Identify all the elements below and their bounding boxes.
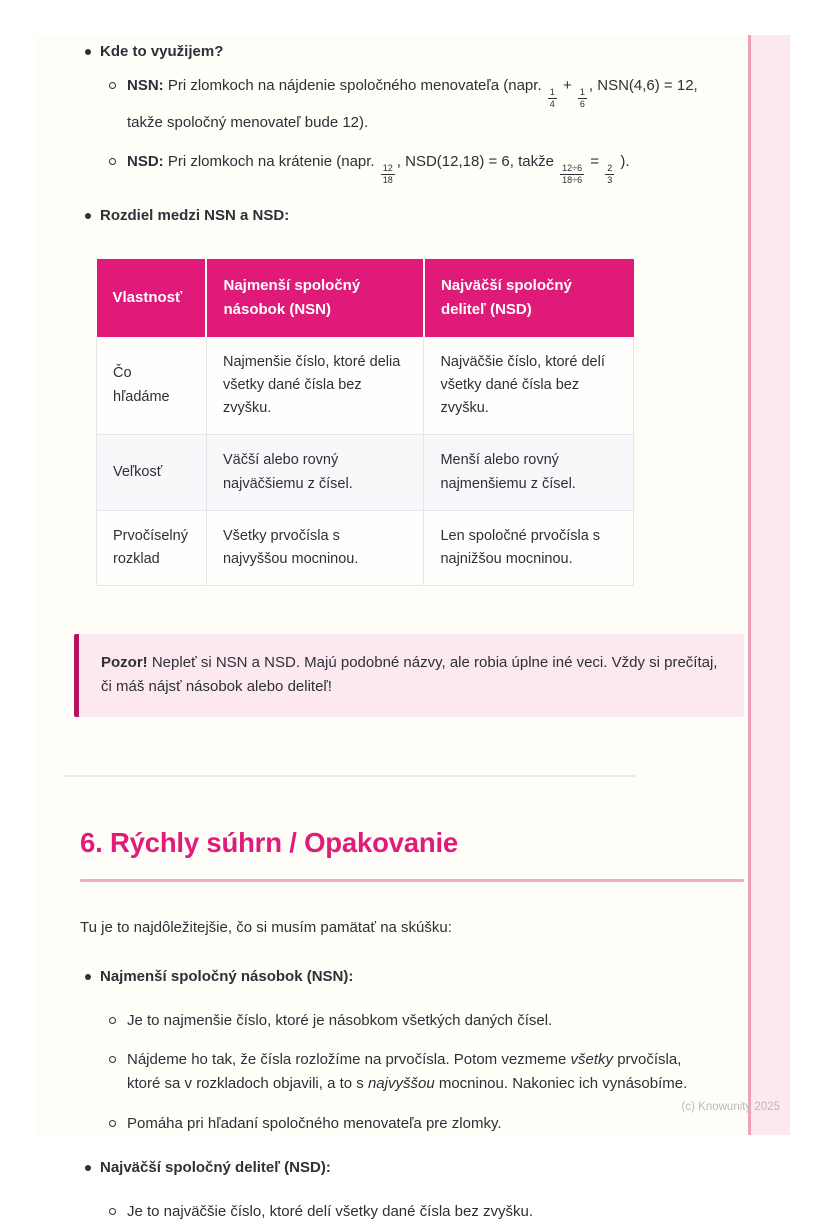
list-item-text: NSD: Pri zlomkoch na krátenie (napr. $\frac{12}{18}$ , NSD(12,18) = 6, takže $\frac{12\div 6}{18\div 6}$ = $\frac{2}{3}$ ). [127,153,630,186]
bullet-icon [85,213,91,219]
table-header-cell: Najväčší spoločný deliteľ (NSD) [424,259,634,337]
intro-paragraph: Tu je to najdôležitejšie, čo si musím pamätať na skúšku: [80,919,452,937]
table-cell: Len spoločné prvočísla s najnižšou mocninou. [424,510,634,585]
table-row [97,510,634,585]
fraction: $\frac{1}{6}$ [579,87,585,110]
list-item-title: Najmenší spoločný násobok (NSN): [100,967,354,985]
heading-underline [80,879,744,882]
watermark: (c) Knowunity 2025 [681,1101,780,1113]
table-header-row [97,259,634,337]
table-cell: Väčší alebo rovný najväčšiemu z čísel. [206,435,423,510]
list-item-usage-nsd [106,150,727,186]
bullet-icon [85,974,91,980]
comparison-table-wrapper [96,259,744,586]
sub-bullet-icon [109,1120,116,1127]
table-cell: Čo hľadáme [97,337,207,435]
table-header-cell: Najmenší spoločný násobok (NSN) [206,259,423,337]
page-content [36,35,790,1225]
sub-bullet-icon [109,82,116,89]
list-item-title: Rozdiel medzi NSN a NSD: [100,207,290,225]
list-item-title: Najväčší spoločný deliteľ (NSD): [100,1159,331,1176]
section-heading: 6. Rýchly súhrn / Opakovanie [80,826,459,858]
list-item-text: Pomáha pri hľadaní spoločného menovateľa pre zlomky. [127,1114,502,1132]
list-item-nsd-1 [106,1200,727,1224]
fraction: $\frac{2}{3}$ [607,162,613,186]
table-cell: Menší alebo rovný najmenšiemu z čísel. [424,435,634,510]
fraction: $\frac{12}{18}$ [382,162,393,186]
warning-callout [74,634,744,717]
list-item-text: Nájdeme ho tak, že čísla rozložíme na prvočísla. Potom vezmeme všetky prvočísla, ktoré sa v rozkladoch objavili, a to s najvyššou mocninou. Nakoniec ich vynásobíme. [127,1051,688,1093]
bullet-icon [85,49,91,55]
fraction: $\frac{12\div 6}{18\div 6}$ [562,162,583,186]
sub-bullet-icon [109,1017,116,1024]
sub-bullet-icon [109,1056,116,1063]
bullet-icon [85,1165,91,1171]
section-divider [64,775,636,777]
table-row [97,337,634,435]
sub-bullet-icon [109,1208,116,1215]
fraction: $\frac{1}{4}$ [549,87,555,110]
list-item-difference [80,204,744,228]
list-item-nsd-summary [80,1156,744,1180]
list-item-nsn-summary [80,965,744,989]
table-cell: Všetky prvočísla s najvyššou mocninou. [206,510,423,585]
document-page [36,35,790,1221]
list-item-nsn-3 [106,1112,727,1136]
list-item-usage-nsn [106,74,727,135]
table-header-cell: Vlastnosť [97,259,207,337]
table-cell: Najväčšie číslo, ktoré delí všetky dané čísla bez zvyšku. [424,337,634,435]
table-cell: Veľkosť [97,435,207,510]
sub-bullet-icon [109,158,116,165]
list-item-nsn-2 [106,1048,695,1097]
list-item-text: Je to najmenšie číslo, ktoré je násobkom všetkých daných čísel. [127,1011,553,1029]
list-item-text: NSN: Pri zlomkoch na nájdenie spoločného menovateľa (napr. $\frac{1}{4}$ + $\frac{1}{6}$ , NSN(4,6) = 12, takže spoločný menovateľ bude 12). [127,77,698,131]
list-item-nsn-1 [106,1009,727,1033]
list-item-title: Kde to využijem? [100,43,224,60]
list-item-text: Je to najväčšie číslo, ktoré delí všetky dané čísla bez zvyšku. [127,1203,534,1221]
comparison-table [96,259,634,586]
table-cell: Prvočíselný rozklad [97,510,207,585]
list-item-usage [80,40,744,64]
table-row [97,435,634,510]
callout-text: Pozor! Nepleť si NSN a NSD. Majú podobné názvy, ale robia úplne iné veci. Vždy si prečítaj, či máš nájsť násobok alebo deliteľ! [101,654,718,696]
table-cell: Najmenšie číslo, ktoré delia všetky dané čísla bez zvyšku. [206,337,423,435]
